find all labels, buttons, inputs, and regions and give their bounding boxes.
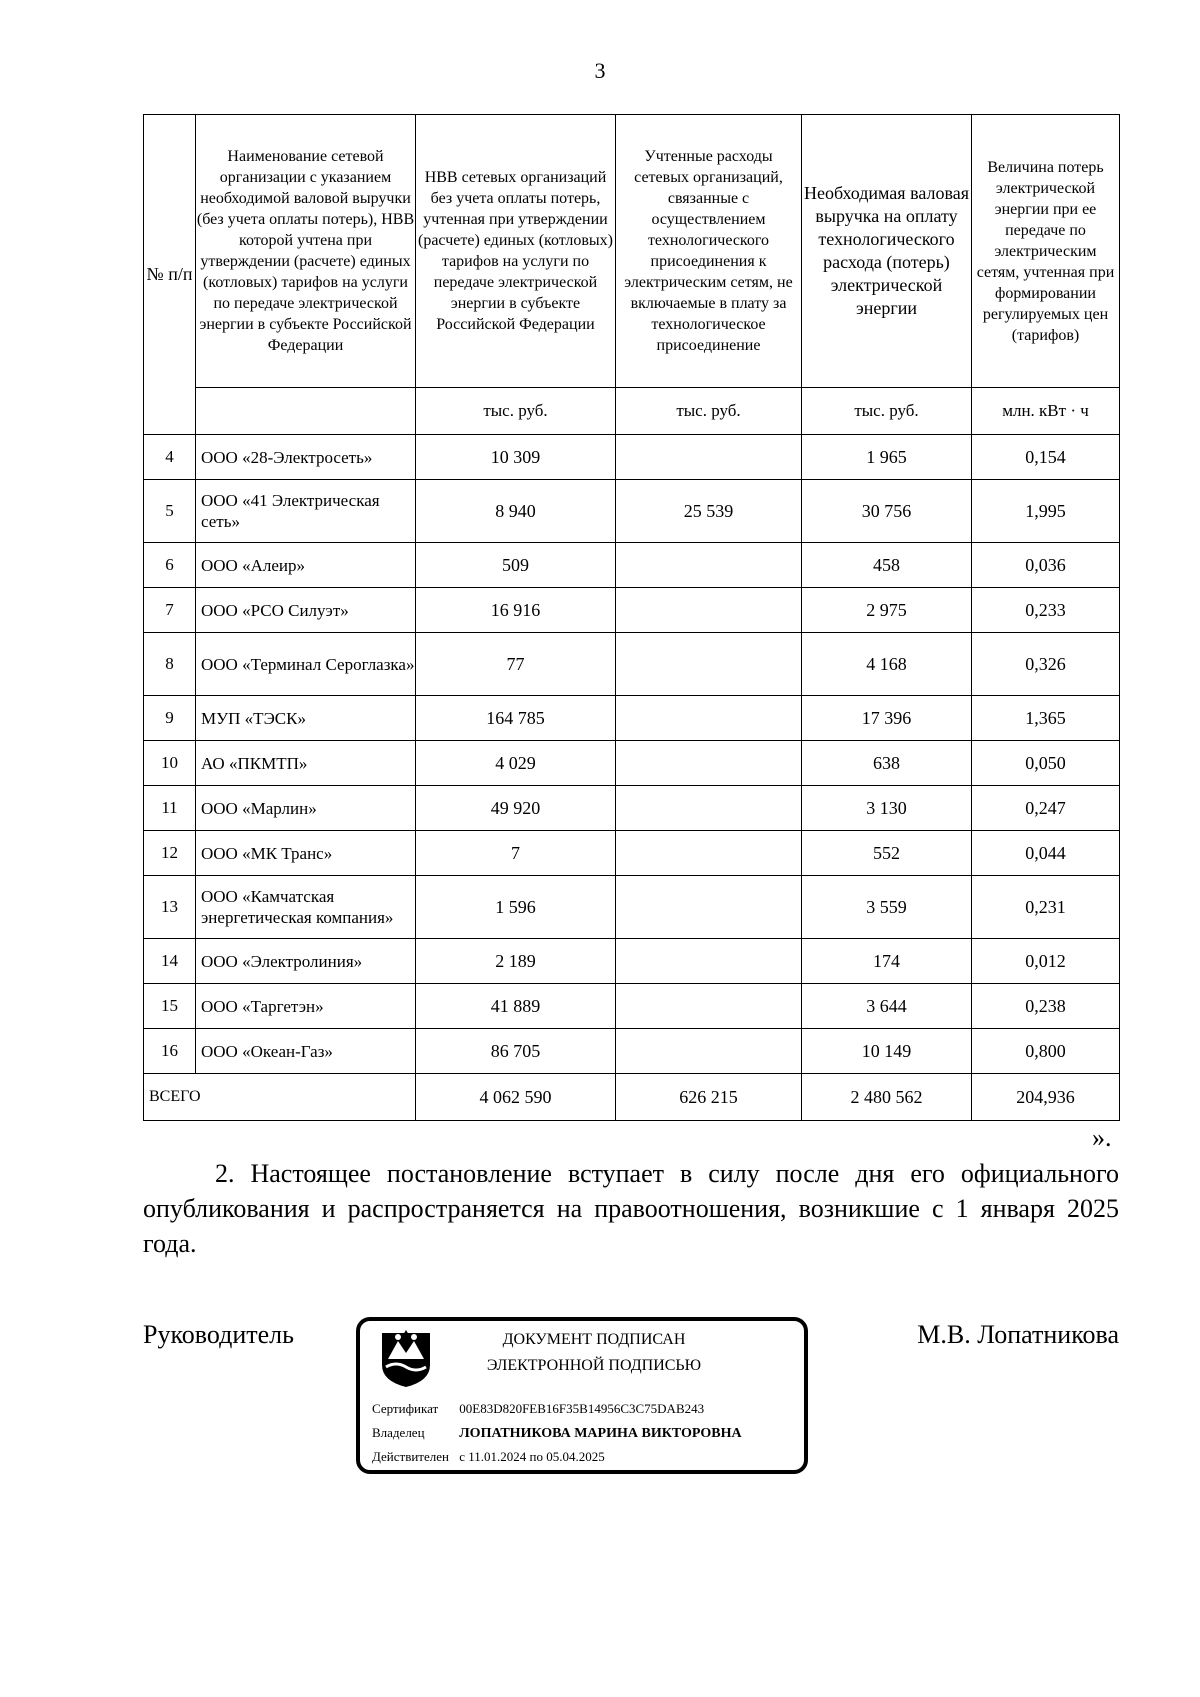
loss-volume-value: 0,247 bbox=[972, 786, 1120, 831]
header-loss-volume: Величина потерь электрической энергии при ее передаче по электрическим сетям, учтенная при формировании регулируемых цен (тарифов) bbox=[972, 115, 1120, 388]
loss-volume-value: 0,012 bbox=[972, 939, 1120, 984]
loss-volume-value: 1,365 bbox=[972, 696, 1120, 741]
connection-costs-value bbox=[616, 876, 802, 939]
stamp-owner bbox=[372, 1425, 742, 1442]
nvv-value: 10 309 bbox=[416, 435, 616, 480]
row-number: 5 bbox=[144, 480, 196, 543]
owner-label: Владелец bbox=[372, 1425, 425, 1440]
closing-quote: ». bbox=[1092, 1123, 1112, 1152]
row-number: 14 bbox=[144, 939, 196, 984]
unit-connection-costs: тыс. руб. bbox=[616, 388, 802, 435]
loss-volume-value: 0,233 bbox=[972, 588, 1120, 633]
loss-revenue-value: 30 756 bbox=[802, 480, 972, 543]
row-number: 16 bbox=[144, 1029, 196, 1074]
table-row bbox=[144, 696, 1120, 741]
loss-revenue-value: 458 bbox=[802, 543, 972, 588]
unit-nvv: тыс. руб. bbox=[416, 388, 616, 435]
loss-revenue-value: 17 396 bbox=[802, 696, 972, 741]
unit-organization bbox=[196, 388, 416, 435]
certificate-label: Сертификат bbox=[372, 1401, 439, 1416]
row-number: 8 bbox=[144, 633, 196, 696]
loss-revenue-value: 4 168 bbox=[802, 633, 972, 696]
loss-revenue-value: 3 559 bbox=[802, 876, 972, 939]
nvv-value: 77 bbox=[416, 633, 616, 696]
nvv-value: 7 bbox=[416, 831, 616, 876]
total-loss-volume: 204,936 bbox=[972, 1074, 1120, 1121]
loss-volume-value: 0,154 bbox=[972, 435, 1120, 480]
organization-name: ООО «РСО Силуэт» bbox=[196, 588, 416, 633]
loss-revenue-value: 174 bbox=[802, 939, 972, 984]
nvv-value: 41 889 bbox=[416, 984, 616, 1029]
total-row bbox=[144, 1074, 1120, 1121]
row-number: 13 bbox=[144, 876, 196, 939]
row-number: 12 bbox=[144, 831, 196, 876]
nvv-value: 49 920 bbox=[416, 786, 616, 831]
total-connection-costs: 626 215 bbox=[616, 1074, 802, 1121]
organization-name: ООО «Электролиния» bbox=[196, 939, 416, 984]
validity-value: с 11.01.2024 по 05.04.2025 bbox=[459, 1449, 605, 1464]
loss-volume-value: 0,050 bbox=[972, 741, 1120, 786]
loss-revenue-value: 2 975 bbox=[802, 588, 972, 633]
unit-loss-volume: млн. кВт · ч bbox=[972, 388, 1120, 435]
table-row bbox=[144, 1029, 1120, 1074]
stamp-validity bbox=[372, 1449, 605, 1465]
organization-name: ООО «Таргетэн» bbox=[196, 984, 416, 1029]
table-row bbox=[144, 543, 1120, 588]
loss-revenue-value: 3 644 bbox=[802, 984, 972, 1029]
organization-name: АО «ПКМТП» bbox=[196, 741, 416, 786]
connection-costs-value bbox=[616, 588, 802, 633]
loss-revenue-value: 3 130 bbox=[802, 786, 972, 831]
paragraph-effective-date: 2. Настоящее постановление вступает в силу после дня его официального опубликования и распространяется на правоотношения, возникшие с 1 января 2025 года. bbox=[143, 1159, 1119, 1258]
row-number: 6 bbox=[144, 543, 196, 588]
connection-costs-value bbox=[616, 831, 802, 876]
organization-name: ООО «Алеир» bbox=[196, 543, 416, 588]
connection-costs-value bbox=[616, 435, 802, 480]
nvv-value: 16 916 bbox=[416, 588, 616, 633]
loss-volume-value: 0,044 bbox=[972, 831, 1120, 876]
header-connection-costs: Учтенные расходы сетевых организаций, связанные с осуществлением технологического присоединения к электрическим сетям, не включаемые в плату за технологическое присоединение bbox=[616, 115, 802, 388]
connection-costs-value bbox=[616, 741, 802, 786]
loss-volume-value: 0,238 bbox=[972, 984, 1120, 1029]
table-row bbox=[144, 786, 1120, 831]
nvv-value: 4 029 bbox=[416, 741, 616, 786]
connection-costs-value bbox=[616, 1029, 802, 1074]
table-row bbox=[144, 876, 1120, 939]
header-organization: Наименование сетевой организации с указанием необходимой валовой выручки (без учета оплаты потерь), НВВ которой учтена при утверждении (расчете) единых (котловых) тарифов на услуги по передаче электрической энергии в субъекте Российской Федерации bbox=[196, 115, 416, 388]
connection-costs-value bbox=[616, 696, 802, 741]
table-row bbox=[144, 939, 1120, 984]
validity-label: Действителен bbox=[372, 1449, 449, 1464]
nvv-value: 509 bbox=[416, 543, 616, 588]
header-number: № п/п bbox=[144, 115, 196, 435]
header-nvv: НВВ сетевых организаций без учета оплаты потерь, учтенная при утверждении (расчете) единых (котловых) тарифов на услуги по передаче электрической энергии в субъекте Российской Федерации bbox=[416, 115, 616, 388]
loss-volume-value: 0,326 bbox=[972, 633, 1120, 696]
connection-costs-value: 25 539 bbox=[616, 480, 802, 543]
table-row bbox=[144, 831, 1120, 876]
row-number: 11 bbox=[144, 786, 196, 831]
organization-name: ООО «Марлин» bbox=[196, 786, 416, 831]
signer-name: М.В. Лопатникова bbox=[917, 1320, 1119, 1349]
stamp-certificate bbox=[372, 1401, 704, 1417]
connection-costs-value bbox=[616, 633, 802, 696]
stamp-title-line1: ДОКУМЕНТ ПОДПИСАН bbox=[502, 1331, 686, 1348]
tariff-table bbox=[143, 114, 1120, 1121]
stamp-title-line2: ЭЛЕКТРОННОЙ ПОДПИСЬЮ bbox=[486, 1357, 702, 1374]
row-number: 7 bbox=[144, 588, 196, 633]
table-row bbox=[144, 435, 1120, 480]
connection-costs-value bbox=[616, 939, 802, 984]
table-row bbox=[144, 741, 1120, 786]
total-loss-revenue: 2 480 562 bbox=[802, 1074, 972, 1121]
loss-volume-value: 0,036 bbox=[972, 543, 1120, 588]
loss-volume-value: 1,995 bbox=[972, 480, 1120, 543]
e-signature-stamp bbox=[356, 1317, 808, 1474]
loss-revenue-value: 1 965 bbox=[802, 435, 972, 480]
loss-volume-value: 0,231 bbox=[972, 876, 1120, 939]
row-number: 4 bbox=[144, 435, 196, 480]
organization-name: ООО «28-Электросеть» bbox=[196, 435, 416, 480]
nvv-value: 2 189 bbox=[416, 939, 616, 984]
row-number: 10 bbox=[144, 741, 196, 786]
signer-title: Руководитель bbox=[143, 1320, 294, 1349]
loss-revenue-value: 552 bbox=[802, 831, 972, 876]
total-label: ВСЕГО bbox=[144, 1074, 416, 1121]
connection-costs-value bbox=[616, 543, 802, 588]
loss-revenue-value: 638 bbox=[802, 741, 972, 786]
nvv-value: 164 785 bbox=[416, 696, 616, 741]
unit-loss-revenue: тыс. руб. bbox=[802, 388, 972, 435]
nvv-value: 8 940 bbox=[416, 480, 616, 543]
owner-value: ЛОПАТНИКОВА МАРИНА ВИКТОРОВНА bbox=[459, 1426, 742, 1441]
row-number: 9 bbox=[144, 696, 196, 741]
table-row bbox=[144, 984, 1120, 1029]
nvv-value: 1 596 bbox=[416, 876, 616, 939]
table-row bbox=[144, 633, 1120, 696]
header-loss-revenue: Необходимая валовая выручка на оплату технологического расхода (потерь) электрической энергии bbox=[802, 115, 972, 388]
connection-costs-value bbox=[616, 786, 802, 831]
page-number: 3 bbox=[594, 58, 606, 83]
table-row bbox=[144, 588, 1120, 633]
organization-name: ООО «Терминал Сероглазка» bbox=[196, 633, 416, 696]
row-number: 15 bbox=[144, 984, 196, 1029]
nvv-value: 86 705 bbox=[416, 1029, 616, 1074]
loss-volume-value: 0,800 bbox=[972, 1029, 1120, 1074]
certificate-value: 00E83D820FEB16F35B14956C3C75DAB243 bbox=[459, 1401, 705, 1416]
table-row bbox=[144, 480, 1120, 543]
total-nvv: 4 062 590 bbox=[416, 1074, 616, 1121]
organization-name: ООО «41 Электрическая сеть» bbox=[196, 480, 416, 543]
loss-revenue-value: 10 149 bbox=[802, 1029, 972, 1074]
organization-name: ООО «Океан-Газ» bbox=[196, 1029, 416, 1074]
organization-name: ООО «Камчатская энергетическая компания» bbox=[196, 876, 416, 939]
organization-name: ООО «МК Транс» bbox=[196, 831, 416, 876]
connection-costs-value bbox=[616, 984, 802, 1029]
organization-name: МУП «ТЭСК» bbox=[196, 696, 416, 741]
